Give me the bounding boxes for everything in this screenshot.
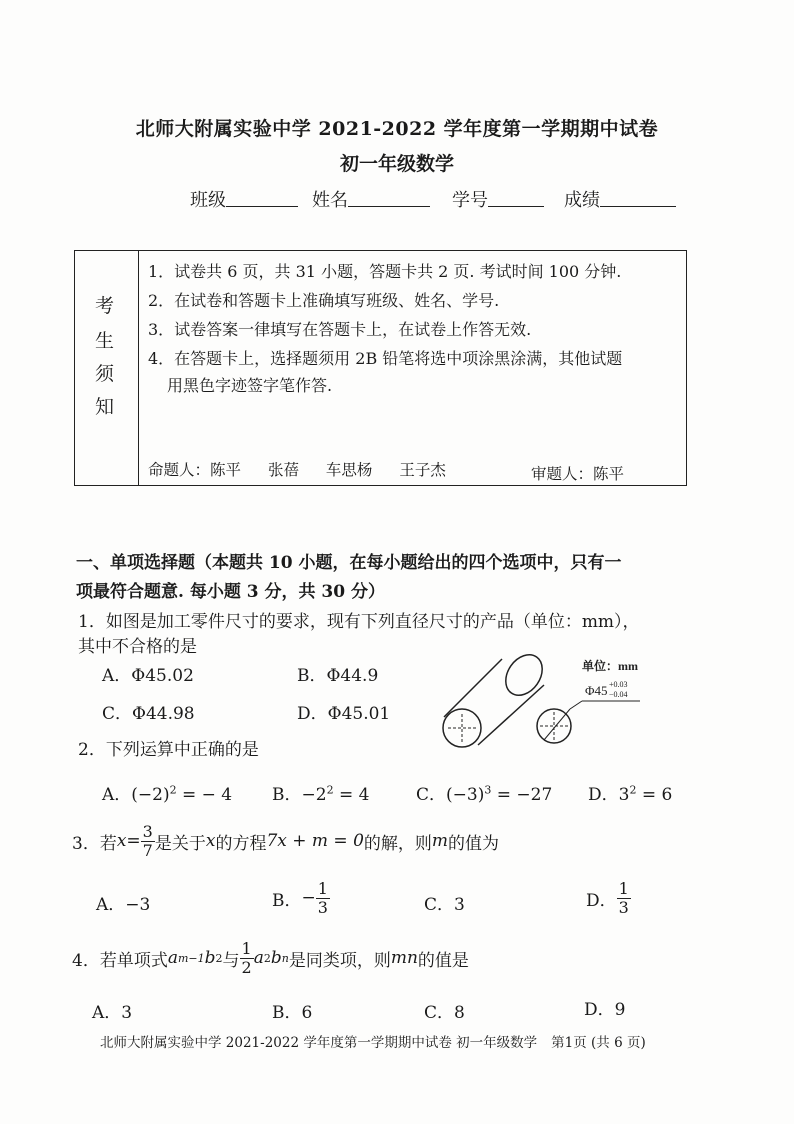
q2-stem: 2．下列运算中正确的是 [78, 740, 259, 760]
cylinder-side-bottom [478, 685, 544, 745]
exam-reviewer: 审题人：陈平 [531, 465, 625, 483]
q3-option-d[interactable]: D． $\frac{1}{3}$ [586, 879, 629, 917]
exam-notice-box [74, 250, 687, 486]
notice-char: 知 [95, 396, 115, 418]
notice-item-4-continuation: 用黑色字迹签字笔作答. [167, 376, 333, 395]
notice-item-1: 1．试卷共 6 页，共 31 小题，答题卡共 2 页. 考试时间 100 分钟. [148, 262, 622, 281]
cylinder-side-top [444, 659, 502, 717]
footer-page-number: 第1页 (共 6 页) [551, 1035, 646, 1051]
q3-fraction: $\frac{3}{7}$ [142, 822, 153, 860]
student-info-row [190, 186, 690, 212]
notice-item-4: 4．在答题卡上，选择题须用 2B 铅笔将选中项涂黑涂满，其他试题 [148, 349, 623, 368]
q1-option-d[interactable]: D．Φ45.01 [297, 704, 391, 724]
author-name: 张蓓 [267, 461, 299, 479]
q2-option-a[interactable]: A．$(-2)^2$ = − 4 [102, 783, 233, 805]
q1-stem-line2: 其中不合格的是 [78, 637, 197, 657]
name-label: 姓名 [312, 190, 348, 211]
q3-option-c[interactable]: C．3 [424, 895, 465, 915]
notice-item-3: 3．试卷答案一律填写在答题卡上，在试卷上作答无效. [148, 320, 532, 339]
q4-option-d[interactable]: D．9 [584, 1000, 626, 1020]
q3-stem: 3． 若 x = $\frac{3}{7}$ 是关于 x 的方程 7x + m = 0 的解，则 m 的值为 [72, 822, 500, 860]
name-blank[interactable] [348, 186, 430, 207]
figure-tol-upper: +0.03 [609, 680, 628, 689]
section-heading-line1: 一、单项选择题（本题共 10 小题，在每小题给出的四个选项中，只有一 [76, 553, 622, 573]
notice-item-2: 2．在试卷和答题卡上准确填写班级、姓名、学号. [148, 291, 500, 310]
page-footer [100, 1031, 646, 1051]
q4-fraction: $\frac{1}{2}$ [241, 939, 252, 977]
footer-text: 北师大附属实验中学 2021-2022 学年度第一学期期中试卷 初一年级数学 [100, 1035, 538, 1051]
q1-part-figure [440, 645, 680, 755]
author-label: 命题人：陈平 [148, 461, 242, 479]
q2-option-c[interactable]: C．$(-3)^3 = -27$ [416, 783, 553, 805]
exam-subtitle: 初一年级数学 [339, 153, 454, 175]
figure-dimension: Φ45 [585, 683, 608, 698]
q4-option-b[interactable]: B．6 [272, 1003, 313, 1023]
q3-option-a[interactable]: A．−3 [96, 895, 151, 915]
author-name: 王子杰 [399, 461, 446, 479]
cylinder-far-end [498, 648, 549, 702]
exam-authors [148, 458, 468, 480]
notice-side-label [75, 251, 139, 485]
figure-unit-label: 单位：mm [582, 659, 638, 673]
notice-char: 须 [95, 363, 115, 385]
score-blank[interactable] [600, 186, 676, 207]
class-label: 班级 [190, 190, 226, 211]
score-label: 成绩 [564, 190, 600, 211]
author-name: 车思杨 [325, 461, 373, 479]
class-blank[interactable] [226, 186, 298, 207]
q1-stem-line1: 1．如图是加工零件尺寸的要求，现有下列直径尺寸的产品（单位：mm）， [78, 612, 640, 632]
q1-option-b[interactable]: B．Φ44.9 [297, 666, 379, 686]
student-id-label: 学号 [452, 190, 488, 211]
notice-char: 生 [95, 330, 115, 352]
q2-option-d[interactable]: D．$3^2 = 6$ [588, 783, 673, 805]
notice-char: 考 [95, 295, 115, 317]
exam-title: 北师大附属实验中学 2021-2022 学年度第一学期期中试卷 [135, 118, 659, 140]
section-heading-line2: 项最符合题意. 每小题 3 分，共 30 分） [76, 582, 385, 602]
q2-option-b[interactable]: B．$-2^2 = 4$ [272, 783, 370, 805]
student-id-blank[interactable] [488, 186, 544, 207]
q1-option-c[interactable]: C．Φ44.98 [102, 704, 195, 724]
q4-stem: 4． 若单项式 a m−1 b 2 与 $\frac{1}{2}$ a 2 b n 是同类项，则 mn 的值是 [72, 939, 469, 977]
figure-tol-lower: −0.04 [609, 690, 628, 699]
q4-option-a[interactable]: A．3 [92, 1003, 133, 1023]
q1-option-a[interactable]: A．Φ45.02 [102, 666, 194, 686]
q3-option-b[interactable]: B． − $\frac{1}{3}$ [272, 879, 328, 917]
q4-option-c[interactable]: C．8 [424, 1003, 465, 1023]
